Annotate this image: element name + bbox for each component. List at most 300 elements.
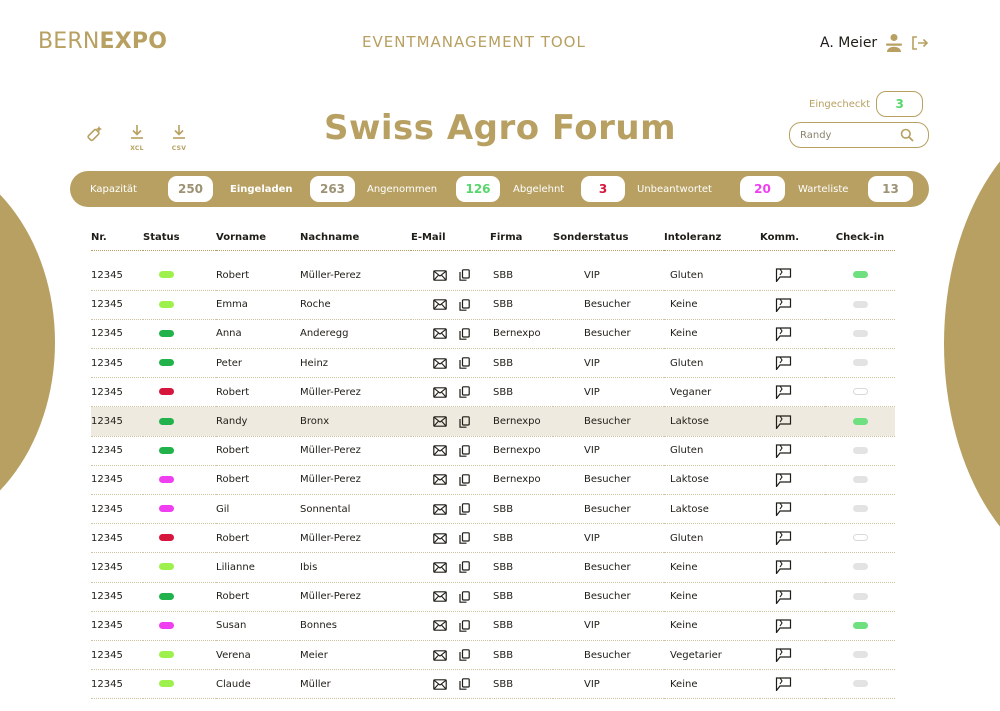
table-row[interactable]: [91, 290, 895, 319]
cell-last-name: Bonnes: [300, 620, 338, 632]
cell-kommentar: [760, 582, 825, 611]
cell-sonderstatus: VIP: [584, 620, 600, 632]
cell-checkin: [825, 378, 895, 407]
cell-sonderstatus: VIP: [584, 386, 600, 398]
email-actions: [433, 620, 470, 632]
export-csv-label: CSV: [171, 145, 187, 152]
mail-icon[interactable]: [433, 504, 447, 515]
cell-checkin: [825, 640, 895, 669]
cell-checkin: [825, 261, 895, 290]
cell-checkin: [825, 495, 895, 524]
cell-nr: 12345: [91, 299, 123, 311]
email-actions: [433, 649, 470, 661]
stat-label: Angenommen: [367, 183, 438, 195]
comment-icon[interactable]: [775, 327, 792, 341]
cell-nr: 12345: [91, 503, 123, 515]
cell-checkin: [825, 670, 895, 699]
email-actions: [433, 678, 470, 690]
email-actions: [433, 561, 470, 573]
stats-bar: [70, 171, 929, 207]
email-actions: [433, 269, 470, 281]
cell-kommentar: [760, 319, 825, 348]
table-row[interactable]: [91, 640, 895, 669]
cell-status: [143, 436, 216, 465]
cell-sonderstatus: VIP: [584, 269, 600, 281]
copy-icon[interactable]: [459, 299, 470, 311]
copy-icon[interactable]: [459, 357, 470, 369]
column-header[interactable]: Komm.: [760, 232, 800, 244]
search-input[interactable]: [800, 130, 900, 141]
stat-item[interactable]: [90, 176, 213, 202]
cell-checkin: [825, 582, 895, 611]
checkin-toggle[interactable]: [853, 301, 868, 308]
cell-sonderstatus: Besucher: [584, 474, 631, 486]
status-indicator: [159, 651, 174, 658]
comment-icon[interactable]: [775, 298, 792, 312]
status-indicator: [159, 418, 174, 425]
cell-firma: SBB: [493, 678, 514, 690]
stat-item[interactable]: [230, 176, 355, 202]
cell-email: [411, 640, 490, 669]
cell-last-name: Müller: [300, 678, 331, 690]
checkin-toggle[interactable]: [853, 622, 868, 629]
stat-label: Warteliste: [798, 183, 849, 195]
user-icon[interactable]: [885, 33, 903, 53]
cell-last-name: Meier: [300, 649, 328, 661]
comment-icon[interactable]: [775, 356, 792, 370]
table-row[interactable]: [91, 349, 895, 378]
cell-nr: 12345: [91, 445, 123, 457]
cell-first-name: Robert: [216, 532, 250, 544]
cell-intoleranz: Keine: [670, 678, 698, 690]
cell-intoleranz: Keine: [670, 620, 698, 632]
cell-last-name: Ibis: [300, 561, 318, 573]
checkin-toggle[interactable]: [853, 388, 868, 395]
cell-intoleranz: Keine: [670, 561, 698, 573]
cell-nr: 12345: [91, 591, 123, 603]
cell-checkin: [825, 524, 895, 553]
stat-label: Unbeantwortet: [637, 183, 712, 195]
mail-icon[interactable]: [433, 533, 447, 544]
cell-status: [143, 319, 216, 348]
copy-icon[interactable]: [459, 416, 470, 428]
table-row[interactable]: [91, 319, 895, 348]
cell-kommentar: [760, 378, 825, 407]
comment-icon[interactable]: [775, 531, 792, 545]
cell-nr: 12345: [91, 678, 123, 690]
cell-first-name: Claude: [216, 678, 251, 690]
cell-status: [143, 465, 216, 494]
cell-email: [411, 553, 490, 582]
status-indicator: [159, 505, 174, 512]
table-row[interactable]: [91, 524, 895, 553]
cell-last-name: Müller-Perez: [300, 591, 361, 603]
cell-status: [143, 378, 216, 407]
stat-item[interactable]: [367, 176, 500, 202]
checkin-toggle[interactable]: [853, 563, 868, 570]
stat-value: 263: [310, 176, 355, 202]
cell-nr: 12345: [91, 474, 123, 486]
status-indicator: [159, 476, 174, 483]
table-row[interactable]: [91, 261, 895, 290]
email-actions: [433, 445, 470, 457]
cell-nr: 12345: [91, 269, 123, 281]
cell-kommentar: [760, 611, 825, 640]
column-header[interactable]: Firma: [490, 232, 523, 244]
cell-kommentar: [760, 290, 825, 319]
cell-kommentar: [760, 436, 825, 465]
cell-nr: 12345: [91, 386, 123, 398]
copy-icon[interactable]: [459, 503, 470, 515]
mail-icon[interactable]: [433, 591, 447, 602]
cell-kommentar: [760, 261, 825, 290]
mail-icon[interactable]: [433, 416, 447, 427]
status-indicator: [159, 388, 174, 395]
stat-value: 20: [740, 176, 785, 202]
cell-intoleranz: Keine: [670, 299, 698, 311]
cell-sonderstatus: VIP: [584, 445, 600, 457]
copy-icon[interactable]: [459, 620, 470, 632]
cell-last-name: Sonnental: [300, 503, 351, 515]
cell-status: [143, 670, 216, 699]
stat-label: Eingeladen: [230, 183, 293, 195]
email-actions: [433, 386, 470, 398]
logout-icon[interactable]: [911, 35, 929, 51]
cell-status: [143, 611, 216, 640]
checkin-toggle[interactable]: [853, 359, 868, 366]
cell-nr: 12345: [91, 620, 123, 632]
mail-icon[interactable]: [433, 328, 447, 339]
cell-firma: SBB: [493, 503, 514, 515]
cell-last-name: Heinz: [300, 357, 329, 369]
cell-nr: 12345: [91, 561, 123, 573]
table-row[interactable]: [91, 378, 895, 407]
cell-nr: 12345: [91, 416, 123, 428]
comment-icon[interactable]: [775, 619, 792, 633]
checkin-toggle[interactable]: [853, 418, 868, 425]
table-row[interactable]: [91, 611, 895, 640]
mail-icon[interactable]: [433, 679, 447, 690]
cell-email: [411, 319, 490, 348]
comment-icon[interactable]: [775, 502, 792, 516]
cell-intoleranz: Gluten: [670, 357, 704, 369]
status-indicator: [159, 271, 174, 278]
column-header[interactable]: E-Mail: [411, 232, 446, 244]
checkin-toggle[interactable]: [853, 651, 868, 658]
checkin-toggle[interactable]: [853, 476, 868, 483]
column-header[interactable]: Nr.: [91, 232, 107, 244]
email-actions: [433, 357, 470, 369]
decorative-left-shape: [0, 150, 55, 535]
checked-in-counter: [809, 91, 923, 117]
export-xcl-label: XCL: [130, 145, 144, 152]
cell-intoleranz: Veganer: [670, 386, 712, 398]
cell-email: [411, 465, 490, 494]
cell-checkin: [825, 436, 895, 465]
email-actions: [433, 503, 470, 515]
mail-icon[interactable]: [433, 387, 447, 398]
user-area: [820, 33, 929, 53]
comment-icon[interactable]: [775, 677, 792, 691]
cell-first-name: Robert: [216, 474, 250, 486]
stat-item[interactable]: [798, 176, 913, 202]
cell-firma: SBB: [493, 532, 514, 544]
comment-icon[interactable]: [775, 648, 792, 662]
bernexpo-logo[interactable]: [38, 29, 167, 54]
cell-sonderstatus: Besucher: [584, 591, 631, 603]
checkin-toggle[interactable]: [853, 680, 868, 687]
cell-sonderstatus: Besucher: [584, 503, 631, 515]
cell-email: [411, 582, 490, 611]
mail-icon[interactable]: [433, 620, 447, 631]
cell-last-name: Müller-Perez: [300, 445, 361, 457]
mail-icon[interactable]: [433, 299, 447, 310]
cell-sonderstatus: VIP: [584, 532, 600, 544]
cell-kommentar: [760, 407, 825, 436]
column-header[interactable]: Status: [143, 232, 180, 244]
cell-email: [411, 378, 490, 407]
cell-email: [411, 611, 490, 640]
cell-sonderstatus: VIP: [584, 357, 600, 369]
cell-email: [411, 349, 490, 378]
checkin-toggle[interactable]: [853, 505, 868, 512]
table-row[interactable]: [91, 436, 895, 465]
checked-in-value: 3: [876, 91, 923, 117]
checkin-toggle[interactable]: [853, 271, 868, 278]
cell-email: [411, 290, 490, 319]
cell-status: [143, 349, 216, 378]
column-header[interactable]: Nachname: [300, 232, 360, 244]
user-name[interactable]: A. Meier: [820, 35, 878, 51]
status-indicator: [159, 534, 174, 541]
cell-email: [411, 495, 490, 524]
cell-last-name: Müller-Perez: [300, 532, 361, 544]
status-indicator: [159, 447, 174, 454]
cell-first-name: Robert: [216, 386, 250, 398]
column-header[interactable]: Sonderstatus: [553, 232, 629, 244]
cell-sonderstatus: Besucher: [584, 299, 631, 311]
cell-kommentar: [760, 553, 825, 582]
cell-intoleranz: Laktose: [670, 503, 709, 515]
cell-first-name: Lilianne: [216, 561, 255, 573]
cell-intoleranz: Laktose: [670, 416, 709, 428]
email-actions: [433, 532, 470, 544]
table-header: [91, 226, 895, 250]
comment-icon[interactable]: [775, 415, 792, 429]
cell-checkin: [825, 319, 895, 348]
copy-icon[interactable]: [459, 649, 470, 661]
cell-intoleranz: Gluten: [670, 269, 704, 281]
checked-in-label: Eingecheckt: [809, 98, 871, 110]
top-bar: [0, 0, 1000, 80]
cell-firma: SBB: [493, 620, 514, 632]
copy-icon[interactable]: [459, 386, 470, 398]
cell-email: [411, 670, 490, 699]
stat-value: 126: [456, 176, 500, 202]
cell-kommentar: [760, 640, 825, 669]
comment-icon[interactable]: [775, 560, 792, 574]
cell-kommentar: [760, 495, 825, 524]
cell-status: [143, 640, 216, 669]
mail-icon[interactable]: [433, 270, 447, 281]
cell-email: [411, 261, 490, 290]
search-field[interactable]: [789, 122, 929, 148]
cell-status: [143, 495, 216, 524]
cell-last-name: Müller-Perez: [300, 269, 361, 281]
email-actions: [433, 328, 470, 340]
email-actions: [433, 299, 470, 311]
cell-firma: SBB: [493, 269, 514, 281]
cell-last-name: Anderegg: [300, 328, 349, 340]
cell-intoleranz: Gluten: [670, 532, 704, 544]
cell-firma: SBB: [493, 357, 514, 369]
guest-table: [91, 226, 895, 699]
table-row[interactable]: [91, 407, 895, 436]
cell-first-name: Emma: [216, 299, 248, 311]
comment-icon[interactable]: [775, 444, 792, 458]
table-row[interactable]: [91, 495, 895, 524]
cell-nr: 12345: [91, 357, 123, 369]
cell-status: [143, 582, 216, 611]
mail-icon[interactable]: [433, 562, 447, 573]
checkin-toggle[interactable]: [853, 447, 868, 454]
copy-icon[interactable]: [459, 474, 470, 486]
cell-checkin: [825, 290, 895, 319]
copy-icon[interactable]: [459, 532, 470, 544]
cell-intoleranz: Vegetarier: [670, 649, 722, 661]
email-actions: [433, 416, 470, 428]
status-indicator: [159, 622, 174, 629]
cell-firma: SBB: [493, 386, 514, 398]
email-actions: [433, 474, 470, 486]
cell-last-name: Müller-Perez: [300, 386, 361, 398]
column-header[interactable]: Check-in: [835, 232, 885, 244]
cell-kommentar: [760, 465, 825, 494]
cell-nr: 12345: [91, 532, 123, 544]
cell-checkin: [825, 465, 895, 494]
copy-icon[interactable]: [459, 445, 470, 457]
cell-status: [143, 407, 216, 436]
cell-first-name: Robert: [216, 269, 250, 281]
cell-firma: Bernexpo: [493, 416, 541, 428]
cell-intoleranz: Gluten: [670, 445, 704, 457]
cell-first-name: Robert: [216, 445, 250, 457]
cell-first-name: Verena: [216, 649, 251, 661]
cell-status: [143, 553, 216, 582]
cell-checkin: [825, 611, 895, 640]
decorative-right-shape: [944, 106, 1000, 582]
cell-last-name: Bronx: [300, 416, 330, 428]
cell-first-name: Susan: [216, 620, 247, 632]
comment-icon[interactable]: [775, 268, 792, 282]
cell-firma: SBB: [493, 591, 514, 603]
mail-icon[interactable]: [433, 474, 447, 485]
comment-icon[interactable]: [775, 590, 792, 604]
app-title: EVENTMANAGEMENT TOOL: [362, 33, 586, 51]
cell-first-name: Peter: [216, 357, 243, 369]
stat-value: 250: [168, 176, 213, 202]
table-row[interactable]: [91, 670, 895, 699]
event-title: Swiss Agro Forum: [323, 108, 677, 148]
column-header[interactable]: Vorname: [216, 232, 267, 244]
cell-checkin: [825, 407, 895, 436]
checkin-toggle[interactable]: [853, 534, 868, 541]
cell-email: [411, 524, 490, 553]
copy-icon[interactable]: [459, 591, 470, 603]
cell-status: [143, 261, 216, 290]
checkin-toggle[interactable]: [853, 593, 868, 600]
cell-intoleranz: Keine: [670, 591, 698, 603]
search-icon[interactable]: [900, 128, 914, 142]
cell-email: [411, 407, 490, 436]
cell-email: [411, 436, 490, 465]
status-indicator: [159, 680, 174, 687]
logo-part-1: BERN: [38, 29, 100, 54]
table-row[interactable]: [91, 465, 895, 494]
comment-icon[interactable]: [775, 473, 792, 487]
cell-first-name: Gil: [216, 503, 230, 515]
mail-icon[interactable]: [433, 358, 447, 369]
table-row[interactable]: [91, 582, 895, 611]
cell-status: [143, 290, 216, 319]
checkin-toggle[interactable]: [853, 330, 868, 337]
cell-firma: Bernexpo: [493, 328, 541, 340]
stat-label: Abgelehnt: [513, 183, 565, 195]
cell-kommentar: [760, 670, 825, 699]
stat-value: 13: [868, 176, 913, 202]
cell-sonderstatus: VIP: [584, 678, 600, 690]
cell-firma: SBB: [493, 561, 514, 573]
email-actions: [433, 591, 470, 603]
table-row[interactable]: [91, 553, 895, 582]
cell-nr: 12345: [91, 328, 123, 340]
cell-sonderstatus: Besucher: [584, 416, 631, 428]
copy-icon[interactable]: [459, 328, 470, 340]
mail-icon[interactable]: [433, 650, 447, 661]
cell-checkin: [825, 349, 895, 378]
logo-part-2: EXPO: [99, 29, 168, 54]
cell-sonderstatus: Besucher: [584, 649, 631, 661]
cell-first-name: Robert: [216, 591, 250, 603]
status-indicator: [159, 593, 174, 600]
cell-last-name: Roche: [300, 299, 331, 311]
stat-value: 3: [581, 176, 625, 202]
comment-icon[interactable]: [775, 385, 792, 399]
status-indicator: [159, 301, 174, 308]
mail-icon[interactable]: [433, 445, 447, 456]
stat-item[interactable]: [637, 176, 785, 202]
cell-intoleranz: Laktose: [670, 474, 709, 486]
stat-item[interactable]: [513, 176, 625, 202]
cell-checkin: [825, 553, 895, 582]
cell-status: [143, 524, 216, 553]
cell-firma: Bernexpo: [493, 445, 541, 457]
cell-nr: 12345: [91, 649, 123, 661]
status-indicator: [159, 330, 174, 337]
cell-first-name: Anna: [216, 328, 242, 340]
cell-kommentar: [760, 349, 825, 378]
cell-firma: SBB: [493, 649, 514, 661]
cell-sonderstatus: Besucher: [584, 328, 631, 340]
copy-icon[interactable]: [459, 561, 470, 573]
cell-firma: SBB: [493, 299, 514, 311]
status-indicator: [159, 563, 174, 570]
copy-icon[interactable]: [459, 678, 470, 690]
copy-icon[interactable]: [459, 269, 470, 281]
column-header[interactable]: Intoleranz: [664, 232, 722, 244]
stat-label: Kapazität: [90, 183, 137, 195]
cell-kommentar: [760, 524, 825, 553]
